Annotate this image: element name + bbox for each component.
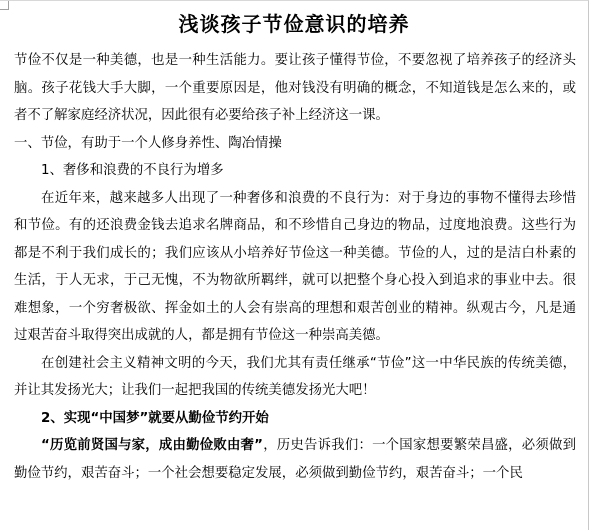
paragraph-1: 在近年来，越来越多人出现了一种奢侈和浪费的不良行为：对于身边的事物不懂得去珍惜和节俭。有的还浪费金钱去追求名牌商品，和不珍惜自己身边的物品，过度地浪费。这些行为都是不利于我们成长的；我们应该从小培养好节俭这一种美德。节俭的人，过的是洁白朴素的生活，于人无求，于己无愧，不为物欲所羁绊，就可以把整个身心投入到追求的事业中去。很难想象，一个穷奢极欲、挥金如土的人会有崇高的理想和艰苦创业的精神。纵观古今，凡是通过艰苦奋斗取得突出成就的人，都是拥有节俭这一种崇高美德。 — [14, 190, 576, 343]
section-1-heading: 一、节俭，有助于一个人修身养性、陶冶情操 — [14, 135, 282, 151]
subsection-2-heading: 2、实现“中国梦”就要从勤俭节约开始 — [41, 410, 269, 426]
paragraph-2: 在创建社会主义精神文明的今天，我们尤其有责任继承“节俭”这一中华民族的传统美德，并让其发扬光大；让我们一起把我国的传统美德发扬光大吧！ — [14, 355, 576, 398]
document-body — [14, 47, 576, 487]
paragraph-3-quote: “历览前贤国与家，成由勤俭败由奢” — [41, 438, 263, 453]
page-corner-marker — [0, 1, 9, 10]
intro-paragraph: 节俭不仅是一种美德，也是一种生活能力。要让孩子懂得节俭，不要忽视了培养孩子的经济头脑。孩子花钱大手大脚，一个重要原因是，他对钱没有明确的概念，不知道钱是怎么来的，或者不了解家庭经济状况，因此很有必要给孩子补上经济这一课。 — [14, 53, 576, 123]
paragraph-3 — [14, 432, 576, 487]
paragraph-3-text: ，历史告诉我们：一个国家想要繁荣昌盛，必须做到勤俭节约，艰苦奋斗；一个社会想要稳定发展，必须做到勤俭节约，艰苦奋斗；一个民 — [14, 438, 576, 481]
subsection-1-heading: 1、奢侈和浪费的不良行为增多 — [41, 163, 224, 178]
document-title: 浅谈孩子节俭意识的培养 — [178, 12, 410, 36]
